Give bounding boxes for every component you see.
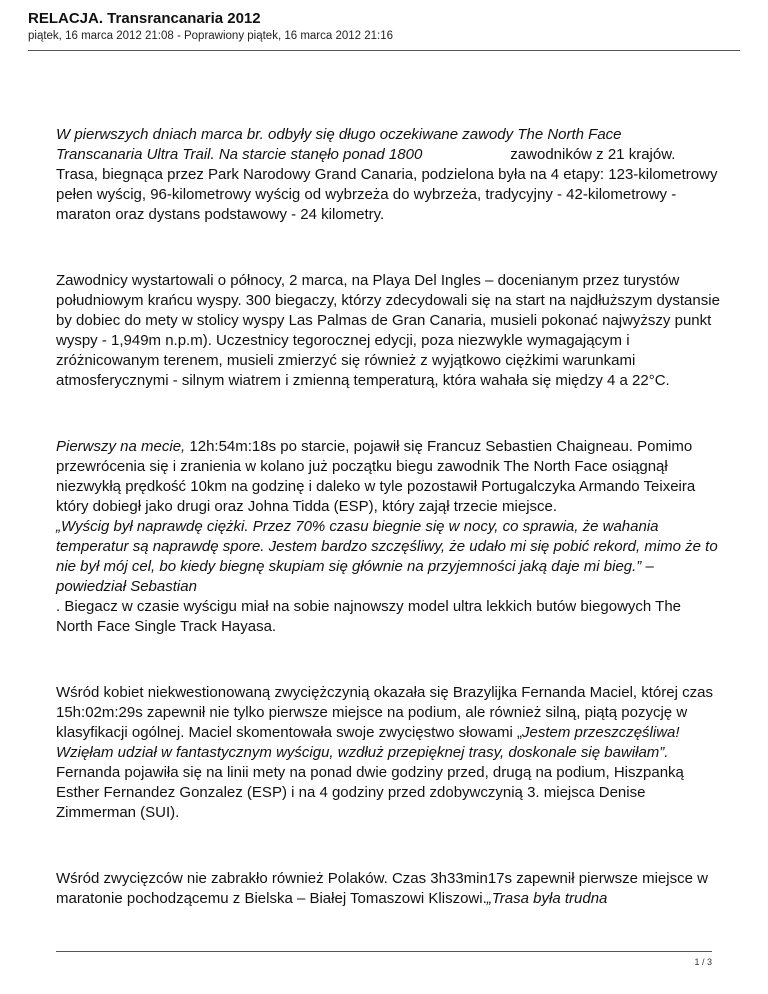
paragraph-5	[56, 869, 721, 909]
p1-rest: Trasa, biegnąca przez Park Narodowy Grand Canaria, podzielona była na 4 etapy: 123-kilometrowy pełen wyścig, 96-kilometrowy wyścig od wybrzeża do wybrzeża, tradycyjny - 42-kilometrowy - maraton oraz dystans podstawowy - 24 kilometry.	[56, 166, 718, 223]
document-header	[28, 10, 740, 43]
p3-text: 12h:54m:18s po starcie, pojawił się Francuz Sebastien Chaigneau. Pomimo przewrócenia się i zranienia w kolano już początku biegu zawodnik The North Face osiągnął niezwykłą prędkość 10km na godzinę i daleko w tyle pozostawił Portugalczyka Armando Teixeira który dobiegł jako drugi oraz Johna Tidda (ESP), który zajął trzecie miejsce.	[56, 438, 696, 515]
paragraph-1	[56, 125, 721, 225]
footer-divider	[56, 951, 712, 952]
p3-lead: Pierwszy na mecie,	[56, 438, 186, 455]
paragraph-2: Zawodnicy wystartowali o północy, 2 marca, na Playa Del Ingles – docenianym przez turystów południowym krańcu wyspy. 300 biegaczy, którzy zdecydowali się na start na najdłuższym dystansie by dobiec do mety w stolicy wyspy Las Palmas de Gran Canaria, musieli pokonać najwyższy punkt wyspy - 1,949m n.p.m). Uczestnicy tegorocznej edycji, poza niezwykle wymagającym i zróżnicowanym terenem, musieli zmierzyć się również z wyjątkowo ciężkimi warunkami atmosferycznymi - silnym wiatrem i zmienną temperaturą, która wahała się między 4 a 22°C.	[56, 272, 720, 389]
p4-after: Fernanda pojawiła się na linii mety na ponad dwie godziny przed, drugą na podium, Hiszpanką Esther Fernandez Gonzalez (ESP) i na 4 godziny przed zdobywczynią 3. miejsca Denise Zimmerman (SUI).	[56, 764, 684, 821]
paragraph-3	[56, 437, 721, 637]
p5-text: Wśród zwycięzców nie zabrakło również Polaków. Czas 3h33min17s zapewnił pierwsze miejsce w maratonie pochodzącemu z Bielska – Białej Tomaszowi Kliszowi.	[56, 870, 708, 907]
p3-quote: „Wyścig był naprawdę ciężki. Przez 70% czasu biegnie się w nocy, co sprawia, że wahania temperatur są naprawdę spore. Jestem bardzo szczęśliwy, że udało mi się pobić rekord, mimo że to nie był mój cel, bo kiedy biegnę skupiam się głównie na przyjemności jaką daje mi bieg.” – powiedział Sebastian	[56, 518, 718, 595]
p1-line2-rest: zawodników z 21 krajów.	[510, 146, 676, 163]
article-meta: piątek, 16 marca 2012 21:08 - Poprawiony piątek, 16 marca 2012 21:16	[28, 30, 394, 42]
p1-italic-line2: Transcanaria Ultra Trail. Na starcie stanęło ponad 1800	[56, 146, 423, 163]
p1-italic-line1: W pierwszych dniach marca br. odbyły się długo oczekiwane zawody The North Face	[56, 126, 622, 143]
p5-quote: „Trasa była trudna	[486, 890, 608, 907]
header-divider	[28, 50, 740, 51]
p3-after: . Biegacz w czasie wyścigu miał na sobie najnowszy model ultra lekkich butów biegowych The North Face Single Track Hayasa.	[56, 598, 682, 635]
p4-text: Wśród kobiet niekwestionowaną zwyciężczynią okazała się Brazylijka Fernanda Maciel, której czas 15h:02m:29s zapewnił nie tylko pierwsze miejsce na podium, ale również silną, piątą pozycję w klasyfikacji ogólnej. Maciel skomentowała swoje zwycięstwo słowami „	[56, 684, 713, 741]
article-body	[56, 125, 721, 909]
article-title: RELACJA. Transrancanaria 2012	[28, 10, 261, 27]
page-number: 1 / 3	[694, 957, 712, 967]
paragraph-4	[56, 683, 721, 823]
p4-quote: Jestem przeszczęśliwa! Wzięłam udział w fantastycznym wyścigu, wzdłuż przepięknej trasy, doskonale się bawiłam”.	[56, 724, 680, 761]
